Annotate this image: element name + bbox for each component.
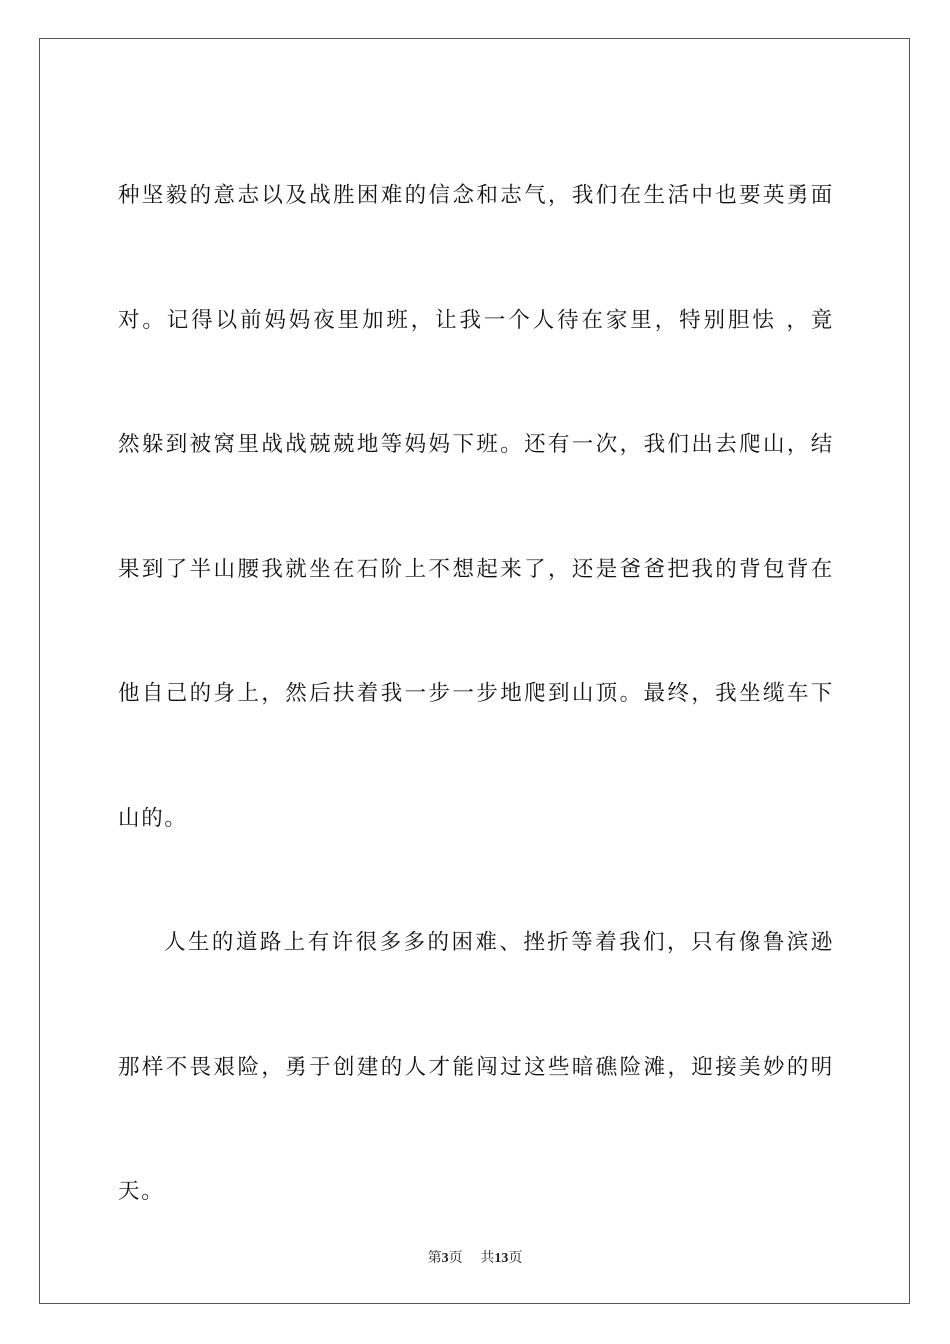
paragraph-line: 种坚毅的意志以及战胜困难的信念和志气，我们在生活中也要英勇面 xyxy=(118,183,834,208)
total-suffix: 页 xyxy=(508,1250,523,1266)
page-number-footer xyxy=(0,1247,950,1267)
paragraph-line: 果到了半山腰我就坐在石阶上不想起来了，还是爸爸把我的背包背在 xyxy=(118,556,834,582)
page-prefix: 第 xyxy=(427,1250,442,1266)
paragraph-line: 然躲到被窝里战战兢兢地等妈妈下班。还有一次，我们出去爬山，结 xyxy=(118,432,834,457)
paragraph-line: 山的。 xyxy=(118,805,188,831)
paragraph-line: 那样不畏艰险，勇于创建的人才能闯过这些暗礁险滩，迎接美妙的明 xyxy=(118,1054,834,1080)
paragraph-line: 天。 xyxy=(118,1179,165,1204)
paragraph-line: 对。记得以前妈妈夜里加班，让我一个人待在家里，特别胆怯 ，竟 xyxy=(118,307,834,333)
current-page-number: 3 xyxy=(441,1251,449,1266)
total-prefix: 共 xyxy=(480,1250,495,1266)
paragraph-line: 人生的道路上有许很多多的困难、挫折等着我们，只有像鲁滨逊 xyxy=(164,930,834,955)
document-body xyxy=(118,134,834,1255)
page-frame xyxy=(39,38,910,1304)
total-page-count: 13 xyxy=(494,1251,509,1266)
paragraph-line: 他自己的身上，然后扶着我一步一步地爬到山顶。最终，我坐缆车下 xyxy=(118,681,834,706)
page-suffix: 页 xyxy=(448,1250,463,1266)
